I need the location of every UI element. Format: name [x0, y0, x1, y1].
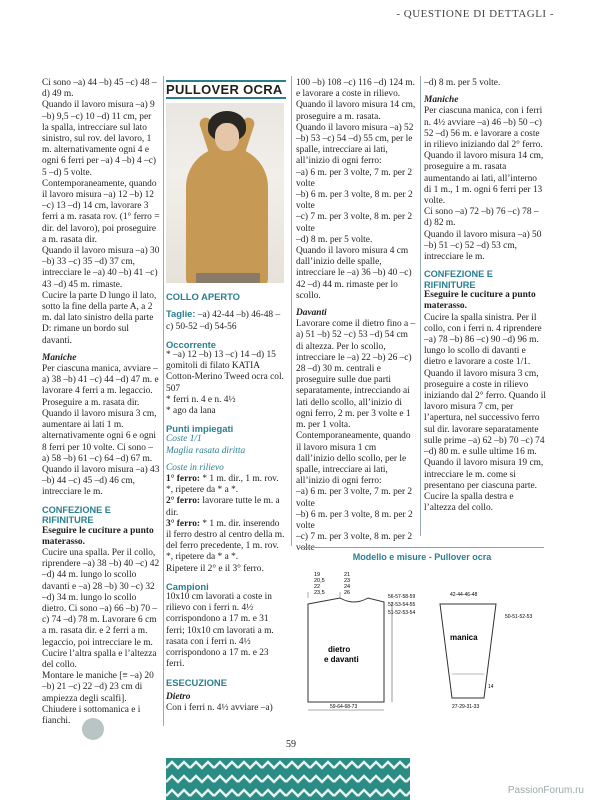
list-item: –c) 7 m. per 3 volte, 8 m. per 2 volte [296, 532, 413, 554]
row-text: lavorare tutte le m. a dir. [166, 496, 280, 518]
dim-label: 51-52-53-54 [388, 610, 416, 616]
piece-label: dietro [328, 645, 351, 654]
paragraph: Cucire la spalla destra e l’altezza del collo. [424, 491, 514, 514]
dim-label: 22 [314, 584, 321, 590]
paragraph: Quando il lavoro misura 3 cm, aumentare ai lati 1 m. alternativamente ogni 6 e ogni 8 ferri per 10 volte. Ci sono –a) 58 –b) 61 –c) 64 –d) 67 m. [42, 408, 157, 464]
materials-item: * ago da lana [166, 406, 216, 417]
taglie-label: Taglie: [166, 308, 196, 320]
column-divider [420, 76, 421, 536]
schematic-diagram [300, 547, 544, 718]
column-divider [291, 76, 292, 546]
paragraph: 10x10 cm lavorati a coste in rilievo con i ferri n. 4½ corrispondono a 17 m. e 31 ferri; 10x10 cm lavorati a m. rasata con i ferri n. 4½ corrispondono a 17 m. e 23 ferri. [166, 592, 274, 670]
piece-label: manica [450, 633, 478, 642]
column-divider [163, 76, 164, 726]
paragraph: Lavorare come il dietro fino a –a) 51 –b) 52 –c) 53 –d) 54 cm di altezza. Per lo scollo, intrecciare le –a) 22 –b) 26 –c) 28 –d) 30 m. centrali e proseguire sulle due parti separatamente, intrecciando ai lati dello scollo, all’inizio di ogni ferro, 2 m. per 3 volte e 1 m. per 1 volta. [296, 319, 416, 431]
yarn-logo [82, 718, 104, 740]
paragraph: –d) 8 m. per 5 volte. [424, 78, 501, 88]
dim-label: 26 [344, 590, 351, 596]
dim-label: 19 [314, 572, 321, 578]
paragraph: Cucire l’altra spalla e l’altezza del collo. [42, 648, 157, 670]
materials-item: * ferri n. 4 e n. 4½ [166, 394, 236, 405]
paragraph-lead: Eseguire le cuciture a punto materasso. [42, 525, 154, 547]
stitch-heading: Coste in rilievo [166, 462, 224, 473]
list-item: –a) 6 m. per 3 volte, 7 m. per 2 volte [296, 167, 413, 189]
paragraph: Ripetere il 2° e il 3° ferro. [166, 563, 264, 574]
dim-label: 42-44-46-48 [450, 592, 478, 598]
campioni-heading: Campioni [166, 580, 209, 592]
pattern-title: PULLOVER OCRA [166, 82, 283, 97]
paragraph: Quando il lavoro misura 4 cm dall’inizio delle spalle, intrecciare le –a) 36 –b) 40 –c) 42 –d) 44 m. rimaste per lo scollo. [296, 246, 412, 301]
list-item: –c) 7 m. per 3 volte, 8 m. per 2 volte [296, 212, 413, 234]
paragraph: Quando il lavoro misura –a) 50 –b) 51 –c) 52 –d) 53 cm, intrecciare le m. [424, 229, 542, 263]
running-header: - QUESTIONE DI DETTAGLI - [396, 8, 554, 20]
dim-label: 52-53-54-55 [388, 602, 416, 608]
dim-label: 20,5 [314, 578, 325, 584]
list-item: –b) 6 m. per 3 volte, 8 m. per 2 volte [296, 509, 413, 531]
dim-label: 59-64-68-73 [330, 704, 358, 710]
paragraph: Ci sono –a) 72 –b) 76 –c) 78 –d) 82 m. [424, 207, 539, 229]
dim-label: 14 [488, 684, 494, 690]
punti-heading: Punti impiegati [166, 423, 234, 435]
row-text: * 1 m. dir., 1 m. rov. *, ripetere da * a *. [166, 474, 279, 496]
dim-label: 56-57-58-59 [388, 594, 416, 600]
paragraph: Per ciascuna manica, con i ferri n. 4½ avviare –a) 46 –b) 50 –c) 52 –d) 56 m. e lavorare a coste in rilievo iniziando dal 2° ferro. [424, 106, 543, 151]
paragraph: Quando il lavoro misura 14 cm, proseguire a m. rasata. [296, 100, 416, 122]
paragraph: Cucire una spalla. Per il collo, riprendere –a) 38 –b) 40 –c) 42 –d) 44 m. lungo lo scollo davanti e –a) 28 –b) 30 –c) 32 –d) 34 m. lungo lo scollo dietro. Ci sono –a) 66 –b) 70 –c) 74 –d) 78 m. Lavorare 6 cm a m. rasata dir. e 2 ferri a m. legaccio, poi intrecciare le m. [42, 547, 160, 648]
model-photo [166, 103, 284, 283]
paragraph-lead: Eseguire le cuciture a punto materasso. [424, 290, 536, 312]
row-label: 2° ferro: [166, 496, 201, 507]
row-label: 3° ferro: [166, 518, 201, 529]
paragraph: 100 –b) 108 –c) 116 –d) 124 m. e lavorare a coste in rilievo. [296, 78, 415, 100]
paragraph: Ci sono –a) 44 –b) 45 –c) 48 –d) 49 m. [42, 78, 157, 100]
row-label: 1° ferro: [166, 474, 201, 485]
paragraph: Quando il lavoro misura –a) 9 –b) 9,5 –c) 10 –d) 11 cm, per la spalla, intrecciare sul lato sinistro, sul rov. del lavoro, 1 m. alternativamente ogni 4 e ogni 6 ferri per –a) 4 –b) 4 –c) 5 –d) 5 volte. Contemporaneamente, quando il lavoro misura –a) 12 –b) 12 –c) 13 –d) 14 cm, lavorare 3 ferri a m. rasata rov. (1° ferro = dir. del lavoro), poi proseguire a m. rasata dir. [42, 100, 160, 245]
dim-label: 27-29-31-33 [452, 704, 480, 710]
stitch-name: Maglia rasata diritta [166, 445, 246, 456]
maniche-heading: Maniche [424, 95, 459, 106]
paragraph: Quando il lavoro misura –a) 43 –b) 44 –c) 45 –d) 46 cm, intrecciare le m. [42, 464, 160, 498]
paragraph: Contemporaneamente, quando il lavoro misura 1 cm dall’inizio dello scollo, per le spalle, intrecciare ai lati, all’inizio di ogni ferro: [296, 431, 411, 487]
paragraph: Cucire la parte D lungo il lato, sotto la fine della parte A, a 2 m. dal lato sinistro della parte D: rimane un bordo sul davanti. [42, 290, 157, 346]
paragraph: Per ciascuna manica, avviare –a) 38 –b) 41 –c) 44 –d) 47 m. e lavorare 4 ferri a m. legaccio. Proseguire a m. rasata dir. [42, 364, 159, 408]
occorrente-heading: Occorrente [166, 338, 217, 350]
piece-label: e davanti [324, 655, 359, 664]
list-item: –b) 6 m. per 3 volte, 8 m. per 2 volte [296, 190, 413, 212]
knit-pattern-swatch [166, 758, 410, 800]
text-column-4 [424, 78, 546, 514]
schematic-svg [300, 562, 544, 712]
taglie-value: –a) 42-44 –b) 46-48 –c) 50-52 –d) 54-56 [166, 310, 281, 332]
dim-label: 24 [344, 584, 351, 590]
text-column-3 [296, 78, 416, 555]
pattern-title-box [166, 80, 286, 99]
dim-label: 23 [344, 578, 351, 584]
paragraph: Quando il lavoro misura 14 cm, proseguire a m. rasata aumentando ai lati, all’interno di 1 m., 1 m. ogni 6 ferri per 13 volte. [424, 151, 544, 207]
stitch-name: Coste 1/1 [166, 434, 202, 445]
diagram-title: Modello e misure - Pullover ocra [352, 552, 492, 562]
watermark: PassionForum.ru [507, 785, 584, 796]
text-column-2 [166, 80, 286, 714]
paragraph: Con i ferri n. 4½ avviare –a) [166, 702, 273, 713]
dim-label: 50-51-52-53 [505, 614, 533, 620]
confezione-heading: CONFEZIONE E RIFINITURE [424, 269, 493, 290]
row-text: * 1 m. dir. inserendo il ferro destro al centro della m. del ferro precedente, 1 m. rov. *, ripetere da * a *. [166, 518, 285, 563]
esecuzione-heading: ESECUZIONE [166, 676, 227, 688]
subtitle-collo: COLLO APERTO [166, 291, 240, 303]
dim-label: 23,5 [314, 590, 325, 596]
dietro-heading: Dietro [166, 691, 191, 702]
page-number: 59 [286, 739, 296, 750]
section-heading-confezione: CONFEZIONE E RIFINITURE [42, 504, 111, 526]
paragraph: Montare le maniche [≡ –a) 20 –b) 21 –c) 22 –d) 23 cm di ampiezza degli scalfi]. Chiudere i sottomanica e i fianchi. [42, 671, 154, 726]
paragraph: Quando il lavoro misura –a) 30 –b) 33 –c) 35 –d) 37 cm, intrecciare le –a) 40 –b) 41 –c) 43 –d) 45 m. rimaste. [42, 246, 160, 290]
text-column-1 [42, 78, 160, 727]
section-heading-maniche: Maniche [42, 352, 77, 363]
materials-item: * –a) 12 –b) 13 –c) 14 –d) 15 gomitoli di filato KATIA Cotton-Merino Tweed ocra col. 507 [166, 350, 284, 394]
paragraph: Quando il lavoro misura 3 cm, proseguire a coste in rilievo iniziando dal 2° ferro. Quando il lavoro misura 7 cm, per l’apertura, nel successivo ferro sul dir. lavorare separatamente sulle prime –a) 62 –b) 70 –c) 74 –d) 80 m. e sulle ultime 16 m. Quando il lavoro misura 19 cm, intrecciare le m. come si presentano per ciascuna parte. [424, 368, 546, 491]
dim-label: 21 [344, 572, 351, 578]
list-item: –d) 8 m. per 5 volte. [296, 234, 373, 245]
paragraph: Cucire la spalla sinistra. Per il collo, con i ferri n. 4 riprendere –a) 78 –b) 86 –c) 90 –d) 96 m. lungo lo scollo di davanti e dietro e lavorare a coste 1/1. [424, 312, 542, 368]
list-item: –a) 6 m. per 3 volte, 7 m. per 2 volte [296, 487, 413, 509]
davanti-heading: Davanti [296, 308, 327, 319]
paragraph: Quando il lavoro misura –a) 52 –b) 53 –c) 54 –d) 55 cm, per le spalle, intrecciare ai lati, all’inizio di ogni ferro: [296, 122, 414, 167]
